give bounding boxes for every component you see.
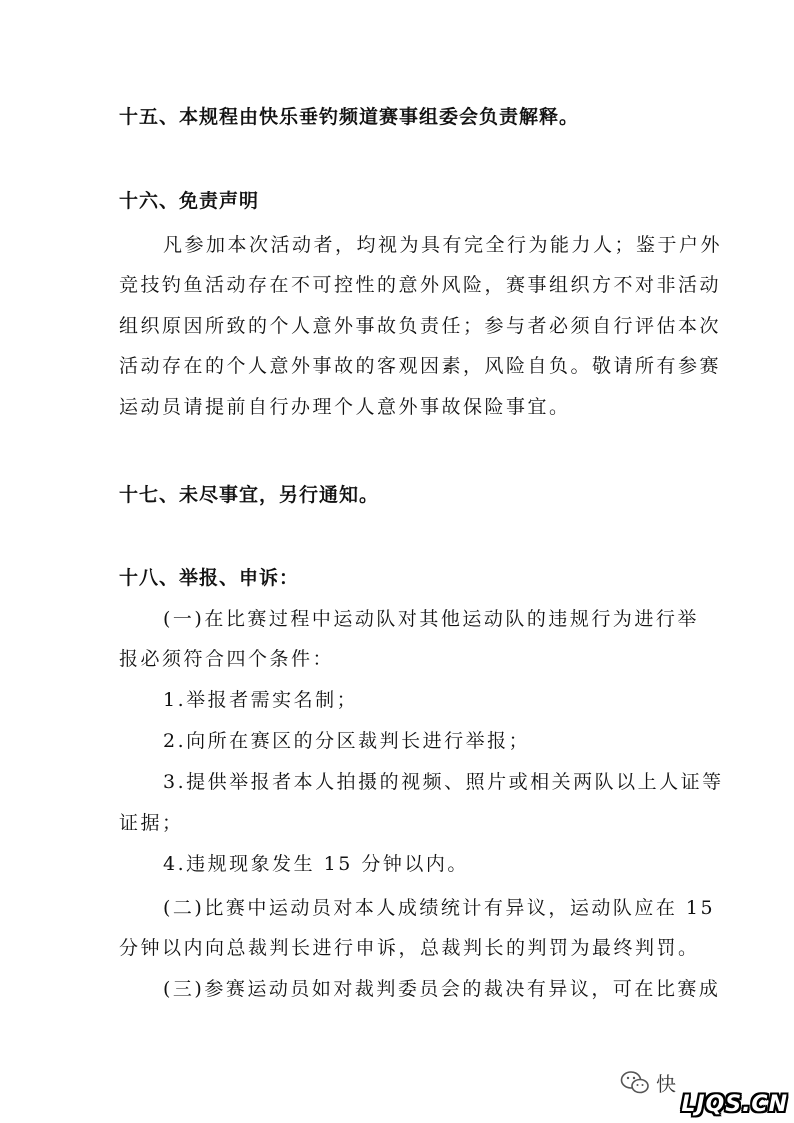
section-16-line: 组织原因所致的个人意外事故负责任；参与者必须自行评估本次 [119, 315, 722, 337]
wechat-watermark [620, 1068, 676, 1097]
section-16-line: 竞技钓鱼活动存在不可控性的意外风险，赛事组织方不对非活动 [119, 274, 722, 296]
section-16-line: 活动存在的个人意外事故的客观因素，风险自负。敬请所有参赛 [119, 355, 722, 377]
watermark-text: 快 [656, 1072, 676, 1096]
section-18-line: 2.向所在赛区的分区裁判长进行举报； [163, 730, 531, 752]
section-18-line: (二)比赛中运动员对本人成绩统计有异议，运动队应在 15 [163, 897, 716, 919]
section-18-line: 3.提供举报者本人拍摄的视频、照片或相关两队以上人证等 [163, 771, 724, 793]
section-18-line: (三)参赛运动员如对裁判委员会的裁决有异议，可在比赛成 [163, 978, 721, 1000]
section-16-heading: 十六、免责声明 [119, 190, 260, 212]
section-18-line: 4.违规现象发生 15 分钟以内。 [163, 853, 469, 875]
section-18-line: 1.举报者需实名制； [163, 689, 359, 711]
section-15-heading: 十五、本规程由快乐垂钓频道赛事组委会负责解释。 [119, 106, 580, 128]
section-17-heading: 十七、未尽事宜，另行通知。 [119, 484, 380, 506]
section-16-line: 凡参加本次活动者，均视为具有完全行为能力人；鉴于户外 [163, 234, 723, 256]
section-18-line: 报必须符合四个条件： [119, 648, 335, 670]
site-logo: LJQS.CN [681, 1092, 788, 1117]
section-18-heading: 十八、举报、申诉： [119, 567, 300, 589]
section-18-line: (一)在比赛过程中运动队对其他运动队的违规行为进行举 [163, 608, 699, 630]
section-18-line: 证据； [119, 812, 184, 834]
section-18-line: 分钟以内向总裁判长进行申诉，总裁判长的判罚为最终判罚。 [119, 937, 700, 959]
wechat-icon [620, 1070, 650, 1096]
section-16-line: 运动员请提前自行办理个人意外事故保险事宜。 [119, 396, 571, 418]
